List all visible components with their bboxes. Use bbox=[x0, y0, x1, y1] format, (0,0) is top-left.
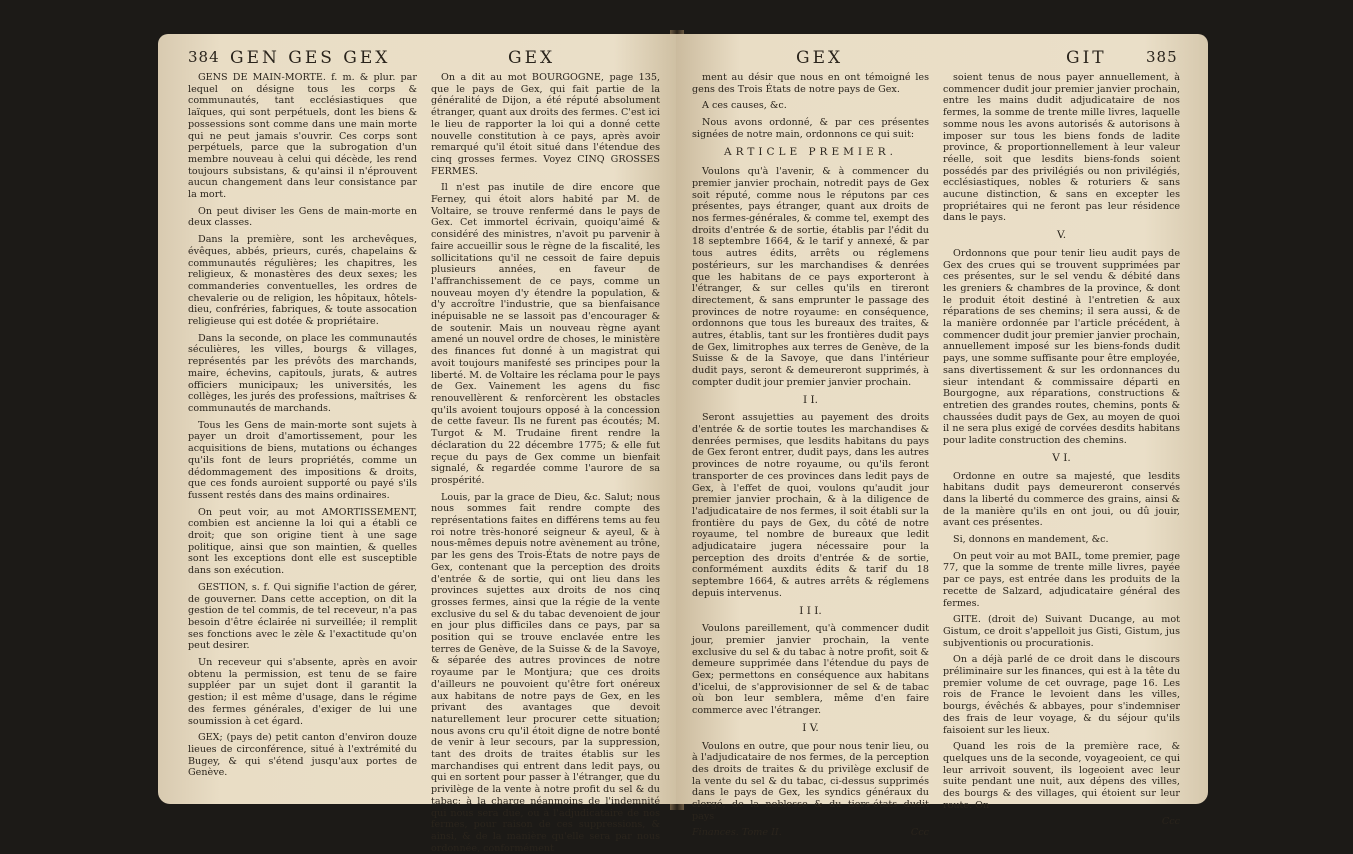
article-number: V. bbox=[1056, 229, 1067, 242]
paragraph: Il n'est pas inutile de dire encore que Ferney, qui étoit alors habité par M. de Voltaire, se trouve renfermé dans le pays de Gex. Cet immortel écrivain, quoiqu'aimé & considéré des ministres, n'avoit pu parvenir à faire accueillir sous le règne de la fiscalité, les sollicitations qu'il ne cessoit de faire depuis plusieurs années, en faveur de l'affranchissement de ce pays, comme un nouveau moyen d'y étendre la population, & d'y accroître l'industrie, que sa bienfaisance inépuisable ne se lassoit pas d'encourager & de soutenir. Mais un nouveau règne ayant amené un nouvel ordre de choses, le ministère des finances fut donné à un magistrat qui avoit toujours manifesté ses principes pour la liberté. M. de Voltaire les réclama pour le pays de Gex. Vainement les agens du fisc renouvellèrent & renforcèrent les obstacles qu'ils avoient toujours opposé à la concession de cette faveur. Ils ne furent pas écoutés; M. Turgot & M. Trudaine firent rendre la déclaration du 22 décembre 1775; & elle fut reçue du pays de Gex comme un bienfait signalé, & regardée comme l'aurore de sa prospérité. bbox=[431, 182, 660, 486]
paragraph: On peut voir, au mot AMORTISSEMENT, combien est ancienne la loi qui a établi ce droit; que son origine tient à une sage politique, ainsi que son maintien, & quelles sont les exceptions dont elle est susceptible dans son exécution. bbox=[188, 506, 417, 577]
paragraph: ment au désir que nous en ont témoigné les gens des Trois États de notre pays de Gex. bbox=[692, 72, 929, 95]
signature-mark: Ccc bbox=[1161, 816, 1180, 828]
volume-title: Finances. Tome II. bbox=[692, 827, 782, 839]
right-page-column-2 bbox=[943, 72, 1180, 828]
paragraph: Voulons en outre, que pour nous tenir lieu, ou à l'adjudicataire de nos fermes, de la perception des droits de traites & du privilège exclusif de la vente du sel & du tabac, ci-dessus supprimés dans le pays de Gex, les syndics généraux du clergé, de la noblesse & du tiers-états dudit pays bbox=[692, 740, 929, 822]
right-page-columns bbox=[692, 72, 1180, 839]
paragraph: Ordonnons que pour tenir lieu audit pays de Gex des crues qui se trouvent supprimées par ces présentes, sur le sel vendu & débité dans les greniers & chambres de la province, & dont le produit étoit destiné à l'entretien & aux réparations de ses chemins; il sera aussi, & de la manière ordonnée par l'article précédent, à commencer dudit jour premier janvier prochain, annuellement imposé sur les biens-fonds dudit pays, une somme suffisante pour être employée, sans divertissement & sur les ordonnances du sieur intendant & commissaire départi en Bourgogne, aux réparations, constructions & entretien des grandes routes, chemins, ponts & chaussées dudit pays de Gex, au moyen de quoi il ne sera plus exigé de corvées desdits habitans pour ladite construction des chemins. bbox=[943, 247, 1180, 447]
left-running-head bbox=[158, 48, 676, 70]
paragraph: GEX; (pays de) petit canton d'environ douze lieues de circonférence, situé à l'extrémité du Bugey, & qui s'étend jusqu'aux portes de Genève. bbox=[188, 732, 417, 779]
paragraph: On a déjà parlé de ce droit dans le discours préliminaire sur les finances, qui est à la tête du premier volume de cet ouvrage, page 16. Les rois de France le levoient dans les villes, bourgs, évêchés & abbayes, pour s'indemniser des frais de leur voyage, & du séjour qu'ils faisoient sur les lieux. bbox=[943, 654, 1180, 736]
paragraph: GITE. (droit de) Suivant Ducange, au mot Gistum, ce droit s'appelloit jus Gisti, Gistum, jus subjventionis ou procurationis. bbox=[943, 614, 1180, 649]
paragraph: Dans la première, sont les archevêques, évêques, abbés, prieurs, curés, chapelains & communautés régulières; les chapitres, les religieux, & monastères des deux sexes; les commanderies conventuelles, les ordres de chevalerie ou de religion, les hôpitaux, hôtels-dieu, confréries, fabriques, & toute assocation religieuse qui est dotée & propriétaire. bbox=[188, 234, 417, 328]
signature-mark: Ccc bbox=[910, 827, 929, 839]
left-page-columns bbox=[188, 72, 660, 854]
left-page-number: 384 bbox=[188, 48, 220, 66]
paragraph: Voulons qu'à l'avenir, & à commencer du premier janvier prochain, notredit pays de Gex soit réputé, comme nous le réputons par ces présentes, pays étranger, quant aux droits de nos fermes-générales, & comme tel, exempt des droits d'entrée & de sortie, établis par l'édit du 18 septembre 1664, & le tarif y annexé, & par tous autres édits, arrêts ou réglemens postérieurs, sur les marchandises & denrées que les habitans de ce pays exporteront à l'étranger, & sur celles qu'ils en tireront directement, & sans emprunter le passage des provinces de notre royaume: en conséquence, ordonnons que tous les bureaux des traites, & autres, établis, tant sur les frontières dudit pays de Gex, limitrophes aux terres de Genève, de la Suisse & de la Savoye, que dans l'intérieur dudit pays, seront & demeureront supprimés, à compter dudit jour premier janvier prochain. bbox=[692, 166, 929, 388]
left-page-column-2 bbox=[431, 72, 660, 854]
paragraph: On peut diviser les Gens de main-morte en deux classes. bbox=[188, 205, 417, 229]
right-running-head-left: GEX bbox=[796, 48, 844, 68]
paragraph: Ordonne en outre sa majesté, que lesdits habitans dudit pays demeureront conservés dans la liberté du commerce des grains, ainsi & de la manière qu'ils en ont joui, ou dû jouir, avant ces présentes. bbox=[943, 470, 1180, 529]
page-signature-line bbox=[692, 827, 929, 839]
article-number: I V. bbox=[802, 721, 819, 734]
paragraph: Seront assujetties au payement des droits d'entrée & de sortie toutes les marchandises & denrées permises, que lesdits habitans du pays de Gex feront entrer, dudit pays, dans les autres provinces de notre royaume, ou qu'ils feront transporter de ces provinces dans ledit pays de Gex, à l'effet de quoi, voulons qu'audit jour premier janvier prochain, & à la diligence de l'adjudicataire de nos fermes, il soit établi sur la frontière du pays de Gex, du côté de notre royaume, tel nombre de bureaux que ledit adjudicataire jugera nécessaire pour la perception des droits d'entrée & de sortie, conformément auxdits édits & tarif du 18 septembre 1664, & autres arrêts & réglemens depuis intervenus. bbox=[692, 412, 929, 599]
paragraph: A ces causes, &c. bbox=[702, 100, 787, 112]
left-running-head-right: GEX bbox=[508, 48, 556, 68]
article-number: V I. bbox=[1052, 451, 1071, 464]
left-page-column-1 bbox=[188, 72, 417, 792]
paragraph: Dans la seconde, on place les communautés séculières, les villes, bourgs & villages, représentés par les prévôts des marchands, maire, échevins, capitouls, jurats, & autres officiers municipaux; les universités, les collèges, les jurés des professions, maîtrises & communautés de marchands. bbox=[188, 332, 417, 414]
paragraph: GENS DE MAIN-MORTE. f. m. & plur. par lequel on désigne tous les corps & communautés, tant ecclésiastiques que laïques, qui sont perpétuels, dont les biens & possessions sont comme dans une main morte qui ne peut jamais s'ouvrir. Ces corps sont perpétuels, parce que la subrogation d'un membre nouveau à celui qui décède, les rend toujours subsistans, & qu'ainsi il n'éprouvent aucun changement dans leur consistance par la mort. bbox=[188, 72, 417, 201]
paragraph: Un receveur qui s'absente, après en avoir obtenu la permission, est tenu de se faire suppléer par un sujet dont il garantit la gestion; il est même d'usage, dans le régime des fermes générales, d'exiger de lui une soumission à cet égard. bbox=[188, 657, 417, 727]
paragraph: Quand les rois de la première race, & quelques uns de la seconde, voyageoient, ce qui leur arrivoit souvent, ils logeoient avec leur suite pendant une nuit, aux dépens des villes, des bourgs & des villages, qui étoient sur leur route. On bbox=[943, 741, 1180, 811]
paragraph: Louis, par la grace de Dieu, &c. Salut; nous nous sommes fait rendre compte des représentations faites en différens tems au feu roi notre très-honoré seigneur & ayeul, & à nous-mêmes depuis notre avènement au trône, par les gens des Trois-États de notre pays de Gex, contenant que la perception des droits d'entrée & de sortie, qui ont lieu dans les provinces sujettes aux droits de nos cinq grosses fermes, ainsi que la régie de la vente exclusive du sel & du tabac devenoient de jour en jour plus difficiles dans ce pays, par sa position qui se trouve enclavée entre les terres de Genève, de la Suisse & de la Savoye, & séparée des autres provinces de notre royaume par le Montjura; que ces droits d'ailleurs ne pouvoient qu'être fort onéreux aux habitans de notre pays de Gex, en les privant des avantages que devoit naturellement leur procurer cette situation; nous avons cru qu'il étoit digne de notre bonté de venir à leur secours, par la suppression, tant des droits de traites établis sur les marchandises qui entrent dans ledit pays, ou qui en sortent pour passer à l'étranger, que du privilège de la vente à notre profit du sel & du tabac; à la charge néanmoins de l'indemnité qui nous sera due, ou à l'adjudicataire de nos fermes, pour raison de ces suppressions, & ainsi, & de la manière qu'elle sera par nous ordonnée, conformément bbox=[431, 491, 660, 854]
paragraph: Tous les Gens de main-morte sont sujets à payer un droit d'amortissement, pour les acquisitions de biens, mutations ou échanges qu'ils font de leurs propriétés, comme un dédommagement des impositions & droits, que ces fonds auroient supporté ou payé s'ils fussent restés dans des mains ordinaires. bbox=[188, 419, 417, 501]
paragraph: soient tenus de nous payer annuellement, à commencer dudit jour premier janvier prochain, entre les mains dudit adjudicataire de nos fermes, la somme de trente mille livres, laquelle somme nous les avons autorisés & autorisons à imposer sur tous les biens fonds de ladite province, & proportionnellement à leur valeur réelle, soit que lesdits biens-fonds soient possédés par des privilégiés ou non privilégiés, ecclésiastiques, nobles & roturiers & sans aucune distinction, & sans en excepter les propriétaires qui ne feront pas leur résidence dans le pays. bbox=[943, 72, 1180, 224]
right-page-number: 385 bbox=[1146, 48, 1178, 66]
paragraph: Si, donnons en mandement, &c. bbox=[953, 534, 1109, 546]
paragraph: On a dit au mot BOURGOGNE, page 135, que le pays de Gex, qui fait partie de la généralité de Dijon, a été réputé absolument étranger, quant aux droits des fermes. C'est ici le lieu de rapporter la loi qui a donné cette nouvelle constitution à ce pays, après avoir remarqué qu'il étoit situé dans l'étendue des cinq grosses fermes. Voyez CINQ GROSSES FERMES. bbox=[431, 72, 660, 177]
page-signature-line bbox=[943, 816, 1180, 828]
right-page bbox=[676, 34, 1208, 839]
left-page bbox=[158, 34, 676, 854]
article-number: I I. bbox=[803, 393, 818, 406]
right-running-head-right: GIT bbox=[1066, 48, 1107, 68]
right-page-column-1 bbox=[692, 72, 929, 839]
paragraph: Nous avons ordonné, & par ces présentes signées de notre main, ordonnons ce qui suit: bbox=[692, 117, 929, 140]
right-running-head bbox=[676, 48, 1208, 70]
paragraph: On peut voir au mot BAIL, tome premier, page 77, que la somme de trente mille livres, payée par ce pays, est entrée dans les produits de la recette de Salzard, adjudicataire général des fermes. bbox=[943, 550, 1180, 609]
article-heading: ARTICLE PREMIER. bbox=[724, 145, 897, 158]
paragraph: Voulons pareillement, qu'à commencer dudit jour, premier janvier prochain, la vente exclusive du sel & du tabac à notre profit, soit & demeure supprimée dans l'étendue du pays de Gex; permettons en conséquence aux habitans d'icelui, de s'approvisionner de sel & de tabac où bon leur semblera, même d'en faire commerce avec l'étranger. bbox=[692, 623, 929, 717]
paragraph: GESTION, s. f. Qui signifie l'action de gérer, de gouverner. Dans cette acception, on dit la gestion de tel commis, de tel receveur, n'a pas besoin d'être éclairée ni surveillée; il remplit ses fonctions avec le zèle & l'exactitude qu'on peut desirer. bbox=[188, 581, 417, 652]
left-running-head-entries: GEN GES GEX bbox=[230, 48, 391, 68]
article-number: I I I. bbox=[799, 604, 822, 617]
